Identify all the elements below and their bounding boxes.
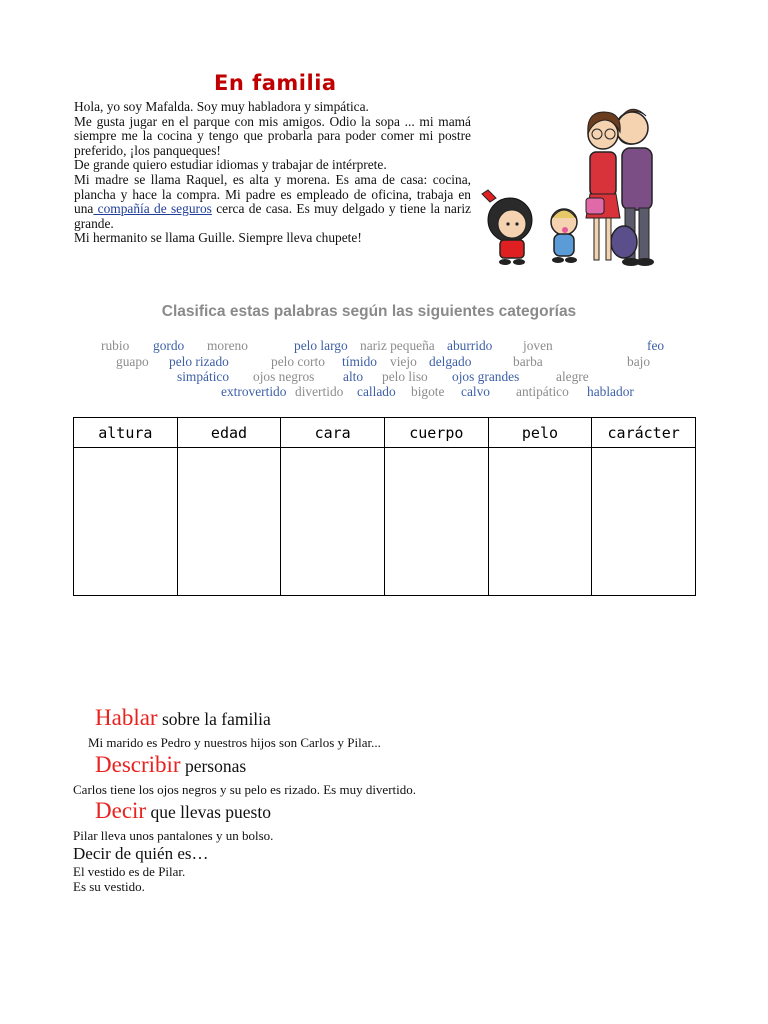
heading-rest: sobre la familia [157, 709, 271, 729]
word: barba [513, 354, 543, 369]
word: divertido [295, 384, 344, 399]
intro-line: De grande quiero estudiar idiomas y trabajar de intérprete. [74, 157, 387, 173]
example-hablar: Mi marido es Pedro y nuestros hijos son Carlos y Pilar... [88, 735, 381, 750]
verb-decir: Decir [95, 798, 147, 823]
intro-line-start: Mi madre se llama Raquel, es alta y morena. Es ama de casa: cocina, plancha y hace la compra. Mi padre es empleado de oficina, trabaja en una [74, 171, 471, 217]
answer-cell-edad[interactable] [177, 448, 281, 596]
intro-line: Hola, yo soy Mafalda. Soy muy habladora y simpática. [74, 99, 369, 114]
example-decir-quien: El vestido es de Pilar. [73, 863, 186, 879]
word: aburrido [447, 338, 493, 353]
example-describir: Carlos tiene los ojos negros y su pelo es rizado. Es muy divertido. [73, 781, 417, 797]
answer-cell-cuerpo[interactable] [384, 448, 488, 596]
phrase-heading-decir [73, 797, 713, 828]
exercise-subtitle: Clasifica estas palabras según las siguientes categorías [161, 303, 577, 320]
word: moreno [207, 338, 248, 353]
word: ojos grandes [452, 369, 520, 384]
column-header-edad: edad [177, 418, 281, 448]
word: joven [523, 338, 553, 353]
mafalda-family-illustration [472, 90, 672, 272]
verb-describir: Describir [95, 751, 181, 777]
word: gordo [153, 338, 185, 353]
column-header-caracter: carácter [592, 418, 696, 448]
word: extrovertido [221, 384, 287, 399]
table-row [74, 448, 696, 596]
word: alegre [556, 369, 589, 384]
guille-figure [551, 209, 577, 263]
phrase-heading-hablar [73, 704, 713, 735]
word-bank [0, 338, 768, 402]
phrases-section [73, 704, 713, 895]
word: calvo [461, 384, 490, 399]
word: simpático [177, 369, 230, 384]
column-header-pelo: pelo [488, 418, 592, 448]
word: viejo [390, 354, 417, 369]
example-decir-quien: Es su vestido. [73, 879, 145, 894]
heading-rest: personas [180, 755, 247, 776]
word: delgado [429, 354, 472, 369]
column-header-cuerpo: cuerpo [384, 418, 488, 448]
mafalda-figure [482, 190, 532, 265]
intro-text [74, 100, 471, 246]
word: bajo [627, 354, 651, 369]
word: pelo corto [271, 354, 325, 369]
answer-cell-cara[interactable] [281, 448, 385, 596]
column-header-cara: cara [281, 418, 385, 448]
word: pelo rizado [169, 354, 229, 369]
answer-cell-pelo[interactable] [488, 448, 592, 596]
answer-cell-caracter[interactable] [592, 448, 696, 596]
word: alto [343, 369, 364, 384]
word: feo [647, 338, 665, 353]
intro-line: Mi hermanito se llama Guille. Siempre lleva chupete! [74, 230, 362, 246]
category-table [73, 417, 696, 596]
word: ojos negros [253, 369, 315, 384]
heading-rest: que llevas puesto [146, 802, 271, 822]
word: rubio [101, 338, 130, 353]
word: callado [357, 384, 396, 399]
word: antipático [516, 384, 569, 399]
phrase-heading-describir [73, 751, 713, 782]
intro-line-end: cerca de casa. Es muy delgado y tiene la nariz grande. [74, 201, 471, 231]
word: pelo largo [294, 338, 348, 353]
intro-line [74, 173, 471, 231]
example-decir: Pilar lleva unos pantalones y un bolso. [73, 828, 274, 843]
word: nariz pequeña [360, 338, 435, 353]
phrase-heading-decir-quien: Decir de quién es… [73, 843, 209, 863]
page-title: En familia [214, 71, 337, 95]
intro-line: Me gusta jugar en el parque con mis amigos. Odio la sopa ... mi mamá siempre me la cocina y tengo que probarla para poder comer mi postre preferido, ¡los panqueques! [74, 113, 471, 158]
column-header-altura: altura [74, 418, 178, 448]
insurance-company-link[interactable]: compañía de seguros [93, 201, 212, 217]
word: pelo liso [382, 369, 428, 384]
word: bigote [411, 384, 445, 399]
word: hablador [587, 384, 634, 399]
answer-cell-altura[interactable] [74, 448, 178, 596]
word: guapo [116, 354, 149, 369]
verb-hablar: Hablar [95, 705, 158, 730]
word: tímido [342, 354, 377, 369]
